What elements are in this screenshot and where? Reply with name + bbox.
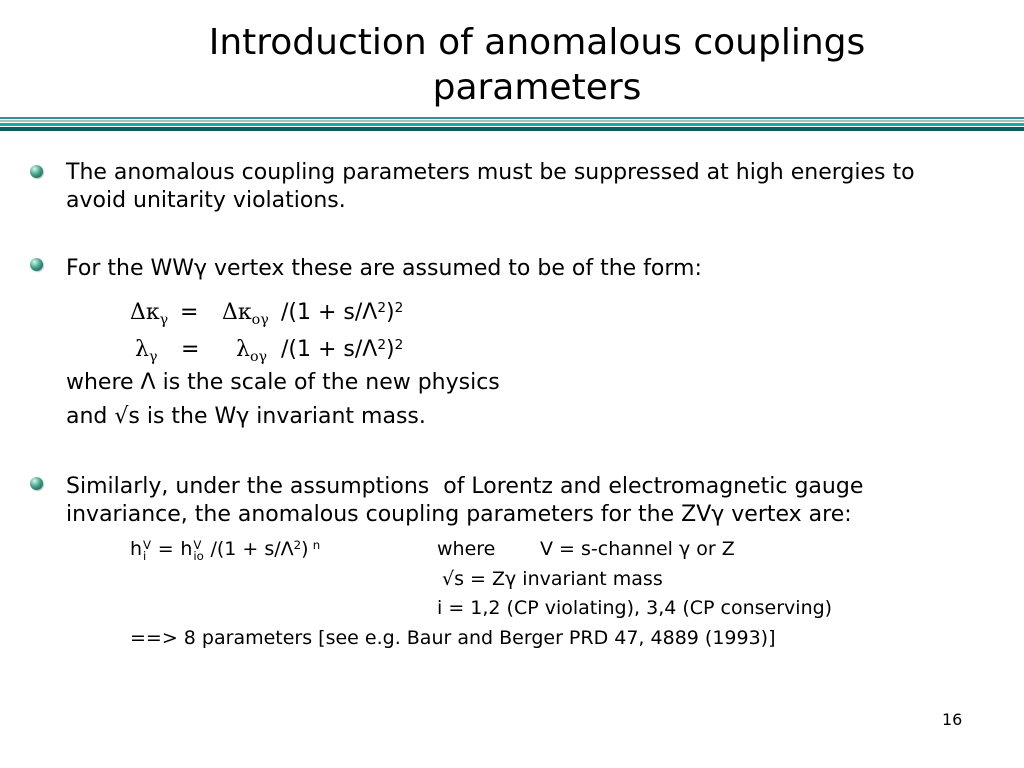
form-factor-denominator: /(1 + s/Λ <box>281 337 378 362</box>
summary-line: ==> 8 parameters [see e.g. Baur and Berger PRD 47, 4889 (1993)] <box>130 627 776 649</box>
outer-exponent: n <box>312 537 321 552</box>
title-line-2: parameters <box>432 67 642 108</box>
bullet-text-line: For the WWγ vertex these are assumed to be of the form: <box>66 256 702 281</box>
lhs-subscript: i <box>143 549 147 564</box>
lhs-subscript: γ <box>159 312 169 329</box>
bullet-text-line: Similarly, under the assumptions of Lorentz and electromagnetic gauge <box>66 474 864 499</box>
sphere-bullet-icon <box>30 477 43 490</box>
where-label: where <box>437 538 496 560</box>
formula-h-coupling-row <box>0 534 1024 564</box>
form-factor-denominator: /(1 + s/Λ <box>210 538 294 560</box>
divider-stripe <box>0 127 1024 131</box>
outer-exponent: 2 <box>394 299 404 316</box>
divider-stripe <box>0 123 1024 126</box>
lhs-subscript: γ <box>148 349 158 366</box>
slide-title <box>50 20 1024 110</box>
rhs-subscript: oγ <box>249 349 268 366</box>
formula-lhs <box>130 299 168 329</box>
bullet-text-line: invariance, the anomalous coupling parameters for the ZVγ vertex are: <box>66 502 852 527</box>
lambda-exponent: 2 <box>377 299 387 316</box>
formula-rhs <box>222 299 269 329</box>
form-factor <box>281 336 403 366</box>
note-line: where Λ is the scale of the new physics <box>66 370 500 395</box>
delta-kappa-symbol: Δκ <box>130 300 160 325</box>
form-factor <box>281 299 403 329</box>
lambda-symbol: λ <box>135 337 149 362</box>
lambda-exponent: 2 <box>293 537 302 552</box>
formula-delta-kappa <box>0 299 1024 329</box>
page-number: 16 <box>942 710 963 729</box>
definition-line: i = 1,2 (CP violating), 3,4 (CP conserving) <box>437 597 833 619</box>
divider-stripe <box>0 120 1024 122</box>
formula-lhs <box>135 336 158 366</box>
definition-line: √s = Zγ invariant mass <box>442 568 663 590</box>
close-paren: ) <box>386 300 395 325</box>
definition-line: V = s-channel γ or Z <box>540 538 735 560</box>
lambda-exponent: 2 <box>377 336 387 353</box>
equals-sign: = <box>180 300 199 325</box>
close-paren: ) <box>301 538 309 560</box>
title-line-1: Introduction of anomalous couplings <box>208 22 866 63</box>
lambda-symbol: λ <box>236 337 250 362</box>
h-symbol: h <box>130 538 143 560</box>
delta-kappa-symbol: Δκ <box>222 300 252 325</box>
bullet-text-line: avoid unitarity violations. <box>66 188 346 213</box>
divider-stripe <box>0 117 1024 119</box>
rhs-indices <box>193 537 204 564</box>
equals-sign: = <box>181 337 200 362</box>
rhs-subscript: oγ <box>251 312 269 329</box>
close-paren: ) <box>386 337 395 362</box>
formula-rhs <box>236 336 267 366</box>
outer-exponent: 2 <box>394 336 404 353</box>
equals-sign: = <box>157 538 174 560</box>
formula-lambda <box>0 336 1024 366</box>
rhs-superscript: V <box>193 537 202 552</box>
rhs-subscript: io <box>193 549 204 564</box>
formula-h-coupling <box>130 534 320 566</box>
sphere-bullet-icon <box>30 258 43 271</box>
bullet-text-line: The anomalous coupling parameters must be suppressed at high energies to <box>66 160 915 185</box>
title-divider <box>0 116 1024 132</box>
lhs-superscript: V <box>143 537 152 552</box>
h-symbol: h <box>180 538 193 560</box>
lhs-indices <box>143 537 152 564</box>
form-factor-denominator: /(1 + s/Λ <box>281 300 378 325</box>
note-line: and √s is the Wγ invariant mass. <box>66 404 426 429</box>
sphere-bullet-icon <box>30 165 43 178</box>
